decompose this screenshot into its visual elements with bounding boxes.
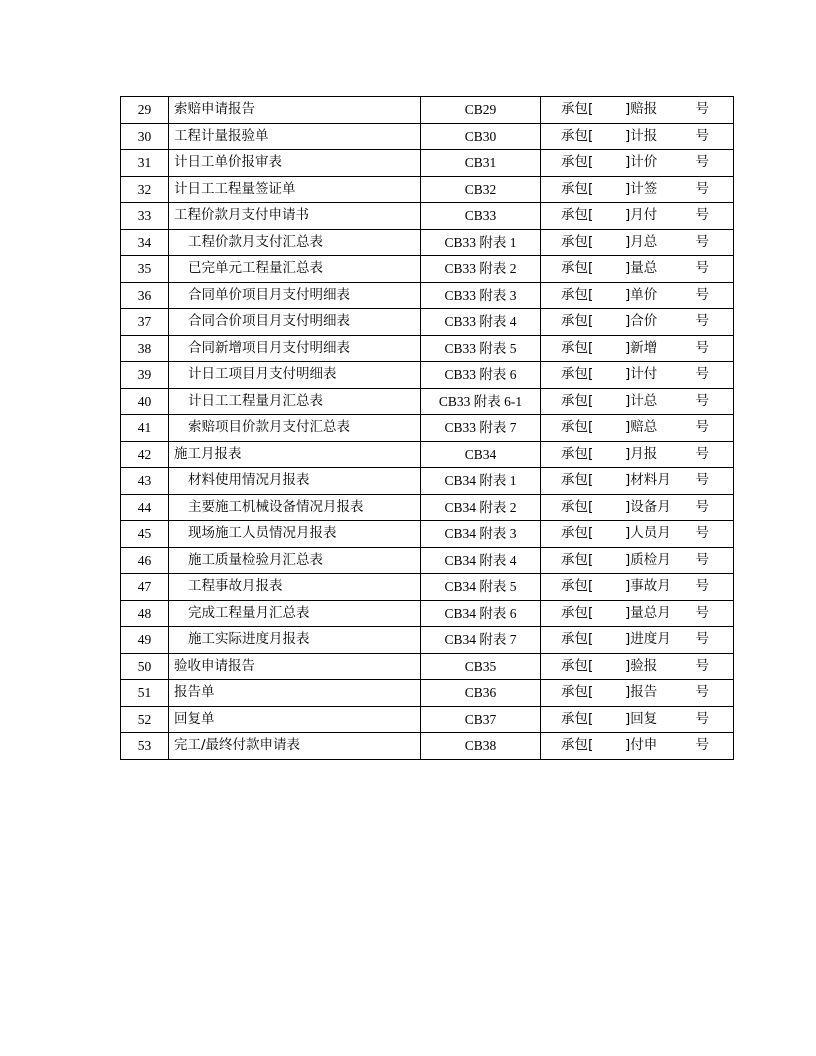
form-code: CB29	[421, 97, 541, 124]
form-name: 合同新增项目月支付明细表	[169, 335, 421, 362]
row-number: 39	[121, 362, 169, 389]
row-number: 53	[121, 733, 169, 760]
number-prefix: 承包[	[561, 419, 594, 435]
row-number: 34	[121, 229, 169, 256]
form-code: CB34	[421, 441, 541, 468]
number-prefix: 承包[	[561, 737, 594, 753]
number-suffix: ]量总	[625, 260, 658, 276]
number-suffix: ]人员月	[625, 525, 671, 541]
number-prefix: 承包[	[561, 127, 594, 144]
row-number: 32	[121, 176, 169, 203]
row-number: 46	[121, 547, 169, 574]
number-hao: 号	[695, 286, 709, 303]
form-code: CB34 附表 5	[421, 574, 541, 601]
row-number: 52	[121, 706, 169, 733]
form-code: CB31	[421, 150, 541, 177]
number-hao: 号	[695, 525, 709, 541]
form-name: 报告单	[169, 680, 421, 707]
number-suffix: ]量总月	[625, 604, 671, 621]
number-hao: 号	[695, 684, 709, 700]
table-row	[121, 653, 734, 680]
number-suffix: ]质检月	[625, 551, 671, 568]
table-row	[121, 415, 734, 442]
row-number: 48	[121, 600, 169, 627]
number-prefix: 承包[	[561, 233, 594, 250]
form-code: CB34 附表 2	[421, 494, 541, 521]
form-name: 计日工工程量签证单	[169, 176, 421, 203]
form-code: CB32	[421, 176, 541, 203]
number-hao: 号	[695, 366, 709, 382]
form-name: 合同合价项目月支付明细表	[169, 309, 421, 336]
number-suffix: ]合价	[625, 313, 658, 329]
table-row	[121, 229, 734, 256]
form-name: 施工质量检验月汇总表	[169, 547, 421, 574]
form-code: CB34 附表 3	[421, 521, 541, 548]
number-suffix: ]赔报	[625, 101, 658, 117]
row-number: 33	[121, 203, 169, 230]
number-hao: 号	[695, 339, 709, 356]
number-prefix: 承包[	[561, 472, 594, 488]
row-number: 51	[121, 680, 169, 707]
form-code: CB34 附表 6	[421, 600, 541, 627]
document-number	[541, 680, 734, 707]
form-name: 完成工程量月汇总表	[169, 600, 421, 627]
form-name: 工程事故月报表	[169, 574, 421, 601]
number-hao: 号	[695, 101, 709, 117]
number-prefix: 承包[	[561, 578, 594, 594]
number-suffix: ]材料月	[625, 472, 671, 488]
number-suffix: ]付申	[625, 737, 658, 753]
form-name: 完工/最终付款申请表	[169, 733, 421, 760]
table-row	[121, 176, 734, 203]
document-number	[541, 415, 734, 442]
form-name: 主要施工机械设备情况月报表	[169, 494, 421, 521]
document-number	[541, 176, 734, 203]
number-prefix: 承包[	[561, 101, 594, 117]
document-number	[541, 653, 734, 680]
document-number	[541, 362, 734, 389]
document-number	[541, 521, 734, 548]
row-number: 40	[121, 388, 169, 415]
number-hao: 号	[695, 445, 709, 462]
number-suffix: ]回复	[625, 710, 658, 727]
number-suffix: ]计总	[625, 392, 658, 409]
document-number	[541, 229, 734, 256]
form-code: CB36	[421, 680, 541, 707]
table-row	[121, 282, 734, 309]
number-prefix: 承包[	[561, 631, 594, 647]
document-number	[541, 706, 734, 733]
table-row	[121, 521, 734, 548]
form-code: CB34 附表 1	[421, 468, 541, 495]
number-suffix: ]计报	[625, 127, 658, 144]
table-row	[121, 203, 734, 230]
document-number	[541, 282, 734, 309]
number-prefix: 承包[	[561, 684, 594, 700]
table-row	[121, 335, 734, 362]
number-hao: 号	[695, 472, 709, 488]
form-name: 施工月报表	[169, 441, 421, 468]
form-name: 索赔项目价款月支付汇总表	[169, 415, 421, 442]
document-number	[541, 574, 734, 601]
form-code: CB34 附表 7	[421, 627, 541, 654]
row-number: 30	[121, 123, 169, 150]
number-prefix: 承包[	[561, 604, 594, 621]
form-code: CB33 附表 1	[421, 229, 541, 256]
document-number	[541, 468, 734, 495]
table-row	[121, 733, 734, 760]
number-suffix: ]计价	[625, 154, 658, 170]
row-number: 41	[121, 415, 169, 442]
number-hao: 号	[695, 127, 709, 144]
number-hao: 号	[695, 260, 709, 276]
form-name: 验收申请报告	[169, 653, 421, 680]
number-prefix: 承包[	[561, 339, 594, 356]
number-prefix: 承包[	[561, 286, 594, 303]
number-prefix: 承包[	[561, 551, 594, 568]
number-hao: 号	[695, 313, 709, 329]
form-code: CB30	[421, 123, 541, 150]
row-number: 42	[121, 441, 169, 468]
table-row	[121, 574, 734, 601]
table-row	[121, 468, 734, 495]
document-number	[541, 203, 734, 230]
number-prefix: 承包[	[561, 392, 594, 409]
row-number: 43	[121, 468, 169, 495]
number-suffix: ]月总	[625, 233, 658, 250]
number-prefix: 承包[	[561, 498, 594, 515]
number-suffix: ]报告	[625, 684, 658, 700]
row-number: 36	[121, 282, 169, 309]
form-code: CB33	[421, 203, 541, 230]
form-name: 已完单元工程量汇总表	[169, 256, 421, 283]
row-number: 35	[121, 256, 169, 283]
document-number	[541, 494, 734, 521]
table-row	[121, 706, 734, 733]
row-number: 50	[121, 653, 169, 680]
table-row	[121, 256, 734, 283]
form-name: 计日工工程量月汇总表	[169, 388, 421, 415]
number-prefix: 承包[	[561, 154, 594, 170]
document-number	[541, 547, 734, 574]
number-prefix: 承包[	[561, 180, 594, 197]
document-number	[541, 97, 734, 124]
number-suffix: ]设备月	[625, 498, 671, 515]
row-number: 31	[121, 150, 169, 177]
form-name: 工程价款月支付汇总表	[169, 229, 421, 256]
form-name: 施工实际进度月报表	[169, 627, 421, 654]
table-row	[121, 150, 734, 177]
form-index-table	[120, 96, 734, 760]
document-number	[541, 733, 734, 760]
number-suffix: ]计付	[625, 366, 658, 382]
row-number: 49	[121, 627, 169, 654]
number-suffix: ]事故月	[625, 578, 671, 594]
number-prefix: 承包[	[561, 313, 594, 329]
form-code: CB35	[421, 653, 541, 680]
row-number: 45	[121, 521, 169, 548]
number-hao: 号	[695, 710, 709, 727]
number-hao: 号	[695, 604, 709, 621]
document-number	[541, 441, 734, 468]
table-row	[121, 97, 734, 124]
form-name: 现场施工人员情况月报表	[169, 521, 421, 548]
form-name: 工程计量报验单	[169, 123, 421, 150]
table-row	[121, 627, 734, 654]
form-name: 计日工项目月支付明细表	[169, 362, 421, 389]
number-hao: 号	[695, 419, 709, 435]
form-code: CB37	[421, 706, 541, 733]
number-hao: 号	[695, 631, 709, 647]
number-hao: 号	[695, 737, 709, 753]
document-number	[541, 150, 734, 177]
form-name: 工程价款月支付申请书	[169, 203, 421, 230]
table-row	[121, 547, 734, 574]
form-code: CB33 附表 6	[421, 362, 541, 389]
table-row	[121, 123, 734, 150]
document-number	[541, 309, 734, 336]
row-number: 47	[121, 574, 169, 601]
number-suffix: ]进度月	[625, 631, 671, 647]
table-row	[121, 362, 734, 389]
number-suffix: ]赔总	[625, 419, 658, 435]
document-number	[541, 388, 734, 415]
number-hao: 号	[695, 154, 709, 170]
number-hao: 号	[695, 498, 709, 515]
form-name: 索赔申请报告	[169, 97, 421, 124]
table-body	[121, 97, 734, 760]
document-number	[541, 627, 734, 654]
table-row	[121, 441, 734, 468]
form-name: 合同单价项目月支付明细表	[169, 282, 421, 309]
table-row	[121, 600, 734, 627]
number-hao: 号	[695, 180, 709, 197]
document-number	[541, 256, 734, 283]
number-suffix: ]单价	[625, 286, 658, 303]
row-number: 38	[121, 335, 169, 362]
number-suffix: ]新增	[625, 339, 658, 356]
table-row	[121, 494, 734, 521]
number-hao: 号	[695, 207, 709, 223]
form-code: CB33 附表 4	[421, 309, 541, 336]
form-code: CB33 附表 3	[421, 282, 541, 309]
number-suffix: ]计签	[625, 180, 658, 197]
table-row	[121, 309, 734, 336]
number-prefix: 承包[	[561, 207, 594, 223]
number-hao: 号	[695, 657, 709, 674]
form-code: CB38	[421, 733, 541, 760]
number-suffix: ]验报	[625, 657, 658, 674]
row-number: 37	[121, 309, 169, 336]
form-code: CB33 附表 6-1	[421, 388, 541, 415]
form-name: 计日工单价报审表	[169, 150, 421, 177]
row-number: 29	[121, 97, 169, 124]
number-prefix: 承包[	[561, 525, 594, 541]
number-hao: 号	[695, 578, 709, 594]
form-code: CB33 附表 5	[421, 335, 541, 362]
document-number	[541, 123, 734, 150]
number-prefix: 承包[	[561, 710, 594, 727]
form-name: 回复单	[169, 706, 421, 733]
form-code: CB34 附表 4	[421, 547, 541, 574]
form-name: 材料使用情况月报表	[169, 468, 421, 495]
number-prefix: 承包[	[561, 657, 594, 674]
number-suffix: ]月付	[625, 207, 658, 223]
number-hao: 号	[695, 233, 709, 250]
table-row	[121, 680, 734, 707]
document-number	[541, 600, 734, 627]
number-suffix: ]月报	[625, 445, 658, 462]
table-row	[121, 388, 734, 415]
number-prefix: 承包[	[561, 445, 594, 462]
document-number	[541, 335, 734, 362]
row-number: 44	[121, 494, 169, 521]
number-hao: 号	[695, 392, 709, 409]
form-code: CB33 附表 7	[421, 415, 541, 442]
number-prefix: 承包[	[561, 260, 594, 276]
form-code: CB33 附表 2	[421, 256, 541, 283]
number-prefix: 承包[	[561, 366, 594, 382]
number-hao: 号	[695, 551, 709, 568]
